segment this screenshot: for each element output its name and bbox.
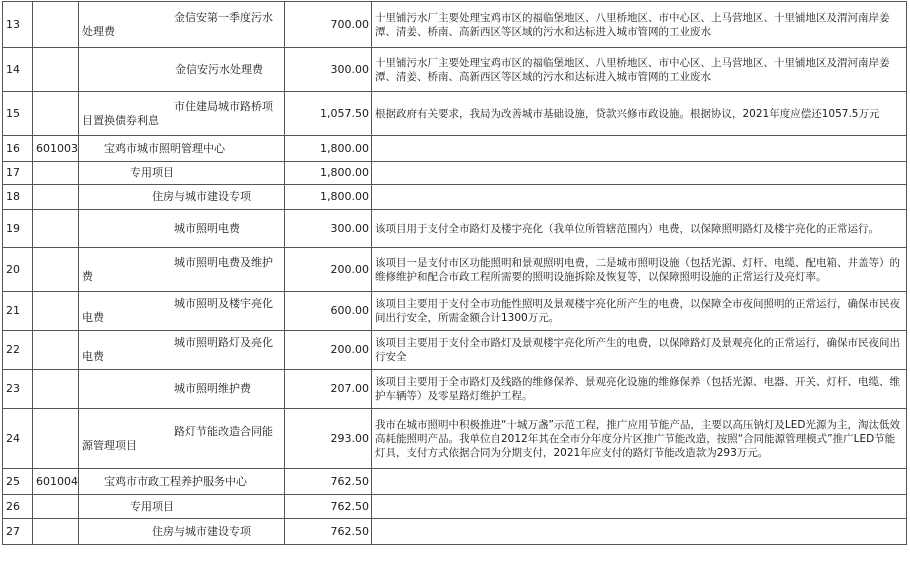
project-name [79, 48, 285, 92]
amount: 600.00 [285, 292, 372, 331]
amount: 762.50 [285, 469, 372, 495]
project-name-line2: 源管理项目 [82, 438, 137, 452]
project-name [79, 2, 285, 48]
project-name [79, 162, 285, 185]
amount: 1,800.00 [285, 162, 372, 185]
description [372, 519, 907, 545]
unit-code [33, 185, 79, 210]
project-name [79, 185, 285, 210]
table-row [3, 331, 907, 370]
amount: 300.00 [285, 48, 372, 92]
table-row [3, 409, 907, 469]
description [372, 136, 907, 162]
description: 我市在城市照明中积极推进“十城万盏”示范工程，推广应用节能产品，主要以高压钠灯及LED光源为主，淘汰低效高耗能照明产品。我单位自2012年其在全市分年度分片区推广节能改造，按照“合同能源管理模式”推广LED节能灯具，支付方式依据合同为分期支付，2021年应支付的路灯节能改造款为293万元。 [372, 409, 907, 469]
description: 该项目一是支付市区功能照明和景观照明电费，二是城市照明设施（包括光源、灯杆、电缆、配电箱、井盖等）的维修维护和配合市政工程所需要的照明设施拆除及恢复等，以保障照明设施的正常运行及亮灯率。 [372, 248, 907, 292]
project-name-line1: 市住建局城市路桥项 [174, 99, 273, 113]
project-name-line1: 金信安污水处理费 [175, 62, 263, 76]
amount: 1,800.00 [285, 136, 372, 162]
amount: 207.00 [285, 370, 372, 409]
description [372, 469, 907, 495]
table-row [3, 136, 907, 162]
row-number: 14 [3, 48, 33, 92]
description: 该项目主要用于全市路灯及线路的维修保养、景观亮化设施的维修保养（包括光源、电器、开关、灯杆、电缆、维护车辆等）及零星路灯维护工程。 [372, 370, 907, 409]
row-number: 26 [3, 495, 33, 519]
table-row [3, 210, 907, 248]
row-number: 23 [3, 370, 33, 409]
budget-table-sheet [2, 1, 908, 566]
amount: 200.00 [285, 248, 372, 292]
project-name-line1: 城市照明维护费 [174, 382, 251, 395]
description: 根据政府有关要求，我局为改善城市基础设施，贷款兴修市政设施。根据协议，2021年度应偿还1057.5万元 [372, 92, 907, 136]
amount: 762.50 [285, 495, 372, 519]
table-row [3, 48, 907, 92]
project-name-line1: 城市照明及楼宇亮化 [174, 297, 273, 310]
unit-code [33, 331, 79, 370]
project-name [79, 248, 285, 292]
project-name [79, 292, 285, 331]
table-row [3, 495, 907, 519]
description: 该项目用于支付全市路灯及楼宇亮化（我单位所管辖范围内）电费，以保障照明路灯及楼宇亮化的正常运行。 [372, 210, 907, 248]
table-row [3, 2, 907, 48]
unit-code [33, 92, 79, 136]
amount: 200.00 [285, 331, 372, 370]
project-name-line1: 金信安第一季度污水 [174, 10, 273, 24]
project-name [79, 210, 285, 248]
row-number: 22 [3, 331, 33, 370]
project-name [79, 370, 285, 409]
amount: 1,800.00 [285, 185, 372, 210]
project-name-line1: 路灯节能改造合同能 [174, 424, 273, 438]
description: 该项目主要用于支付全市路灯及景观楼宇亮化所产生的电费，以保障路灯及景观亮化的正常运行，确保市民夜间出行安全 [372, 331, 907, 370]
budget-table [2, 1, 907, 545]
unit-code [33, 248, 79, 292]
project-name-line1: 专用项目 [130, 499, 174, 513]
project-name-line2: 处理费 [82, 24, 115, 38]
description: 十里铺污水厂主要处理宝鸡市区的福临堡地区、八里桥地区、市中心区、上马营地区、十里铺地区及渭河南岸姜潭、清姜、桥南、高新西区等区域的污水和达标进入城市管网的工业废水 [372, 48, 907, 92]
row-number: 21 [3, 292, 33, 331]
unit-code [33, 495, 79, 519]
project-name-line1: 专用项目 [130, 166, 174, 179]
table-row [3, 519, 907, 545]
row-number: 24 [3, 409, 33, 469]
row-number: 17 [3, 162, 33, 185]
unit-code [33, 519, 79, 545]
project-name [79, 495, 285, 519]
row-number: 19 [3, 210, 33, 248]
project-name [79, 136, 285, 162]
project-name [79, 331, 285, 370]
amount: 1,057.50 [285, 92, 372, 136]
unit-code [33, 48, 79, 92]
project-name [79, 409, 285, 469]
unit-code: 601004 [33, 469, 79, 495]
table-row [3, 370, 907, 409]
unit-code [33, 162, 79, 185]
project-name-line2: 目置换债券利息 [82, 113, 159, 127]
description: 该项目主要用于支付全市功能性照明及景观楼宇亮化所产生的电费，以保障全市夜间照明的正常运行，确保市民夜间出行安全，所需金额合计1300万元。 [372, 292, 907, 331]
row-number: 25 [3, 469, 33, 495]
project-name-line1: 城市照明电费 [174, 221, 240, 235]
unit-code [33, 409, 79, 469]
unit-code: 601003 [33, 136, 79, 162]
row-number: 20 [3, 248, 33, 292]
project-name-line1: 城市照明电费及维护 [174, 255, 273, 269]
project-name-line1: 宝鸡市市政工程养护服务中心 [104, 474, 247, 488]
project-name-line1: 住房与城市建设专项 [152, 524, 251, 538]
amount: 700.00 [285, 2, 372, 48]
unit-code [33, 2, 79, 48]
row-number: 16 [3, 136, 33, 162]
table-row [3, 469, 907, 495]
description [372, 162, 907, 185]
project-name [79, 92, 285, 136]
row-number: 13 [3, 2, 33, 48]
project-name-line1: 宝鸡市城市照明管理中心 [104, 141, 225, 155]
unit-code [33, 210, 79, 248]
table-row [3, 162, 907, 185]
description: 十里铺污水厂主要处理宝鸡市区的福临堡地区、八里桥地区、市中心区、上马营地区、十里铺地区及渭河南岸姜潭、清姜、桥南、高新西区等区域的污水和达标进入城市管网的工业废水 [372, 2, 907, 48]
description [372, 495, 907, 519]
unit-code [33, 370, 79, 409]
table-row [3, 248, 907, 292]
project-name-line1: 住房与城市建设专项 [152, 190, 251, 203]
project-name [79, 519, 285, 545]
amount: 293.00 [285, 409, 372, 469]
project-name-line2: 电费 [82, 311, 104, 324]
amount: 300.00 [285, 210, 372, 248]
row-number: 27 [3, 519, 33, 545]
row-number: 18 [3, 185, 33, 210]
description [372, 185, 907, 210]
row-number: 15 [3, 92, 33, 136]
table-row [3, 292, 907, 331]
amount: 762.50 [285, 519, 372, 545]
unit-code [33, 292, 79, 331]
table-row [3, 92, 907, 136]
table-row [3, 185, 907, 210]
project-name-line1: 城市照明路灯及亮化 [174, 336, 273, 349]
project-name [79, 469, 285, 495]
project-name-line2: 费 [82, 269, 93, 283]
project-name-line2: 电费 [82, 350, 104, 363]
